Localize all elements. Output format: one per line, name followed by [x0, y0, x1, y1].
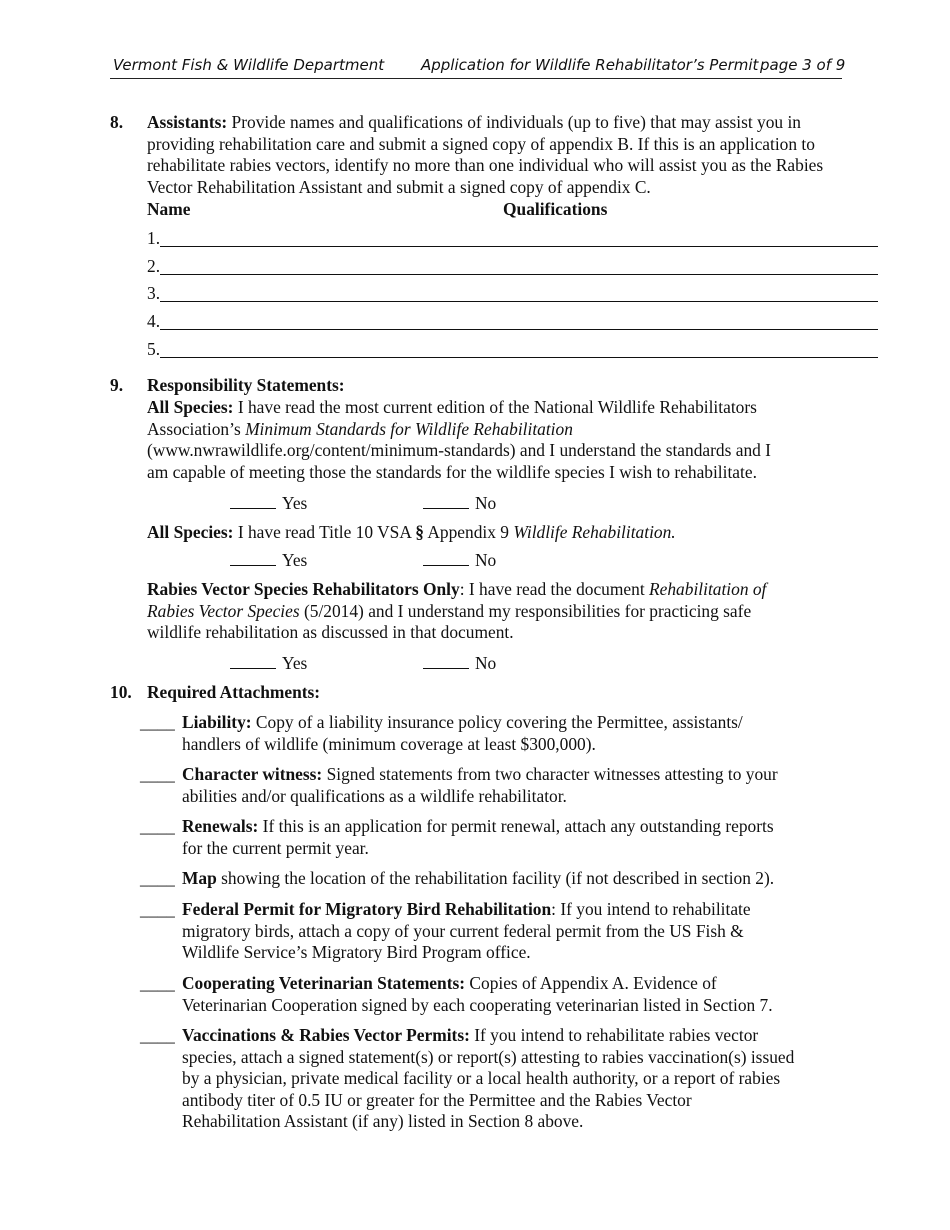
yes-option[interactable]: Yes: [230, 653, 307, 675]
section-10-title: Required Attachments:: [147, 682, 321, 702]
fill-line[interactable]: [160, 357, 878, 358]
column-header-name: Name: [147, 199, 191, 219]
statement-rabies-vector: Rabies Vector Species Rehabilitators Only: I have read the document Rehabilitation of Rabies Vector Species (5/2014) and I understand my responsibilities for practicing safe wildlife rehabilitation as discussed in that document.: [147, 579, 767, 642]
section-9-number: 9.: [110, 375, 124, 395]
section-8-text: [147, 112, 887, 198]
checkbox-blank[interactable]: [230, 654, 276, 669]
checkbox-blank[interactable]: [230, 551, 276, 566]
section-8-line-3: rehabilitate rabies vectors, identify no more than one individual who will assist you as the Rabies: [147, 155, 824, 175]
section-8-number: 8.: [110, 112, 124, 132]
checkbox-blank[interactable]: ____: [140, 816, 175, 836]
yes-option[interactable]: Yes: [230, 493, 307, 515]
page-header: [110, 56, 846, 79]
header-form-title: Application for Wildlife Rehabilitator’s Permit: [421, 56, 759, 74]
section-8-line-2: providing rehabilitation care and submit a signed copy of appendix B. If this is an application to: [147, 133, 815, 154]
checkbox-blank[interactable]: ____: [140, 899, 175, 919]
header-department: Vermont Fish & Wildlife Department: [113, 56, 385, 74]
header-page-number: page 3 of 9: [760, 56, 846, 74]
statement-label: All Species:: [147, 397, 234, 417]
fill-line[interactable]: [160, 329, 878, 330]
checkbox-blank[interactable]: ____: [140, 712, 175, 732]
checkbox-blank[interactable]: ____: [140, 973, 175, 993]
checkbox-blank[interactable]: ____: [140, 764, 175, 784]
section-8-line-4: Vector Rehabilitation Assistant and submit a signed copy of appendix C.: [147, 176, 651, 197]
no-option[interactable]: No: [423, 653, 496, 675]
fill-line[interactable]: [160, 246, 878, 247]
checkbox-blank[interactable]: ____: [140, 1025, 175, 1045]
section-8-label: Assistants:: [147, 112, 228, 132]
section-9-title: Responsibility Statements:: [147, 375, 345, 395]
statement-all-species-title10: All Species: I have read Title 10 VSA § Appendix 9 Wildlife Rehabilitation.: [147, 522, 676, 542]
fill-line[interactable]: [160, 274, 878, 275]
no-option[interactable]: No: [423, 550, 496, 572]
statement-all-species-standards: All Species: I have read the most current edition of the National Wildlife Rehabilitators Association’s Minimum Standards for Wildlife Rehabilitation (www.nwrawildlife.org/content/minimum-standards) and I understand the standards and I am capable of meeting those the standards for the wildlife species I wish to rehabilitate.: [147, 397, 771, 482]
column-header-qualifications: Qualifications: [503, 199, 608, 219]
no-option[interactable]: No: [423, 493, 496, 515]
yes-option[interactable]: Yes: [230, 550, 307, 572]
checkbox-blank[interactable]: [230, 494, 276, 509]
checkbox-blank[interactable]: ____: [140, 868, 175, 888]
checkbox-blank[interactable]: [423, 494, 469, 509]
section-8-line-1: Assistants: Provide names and qualifications of individuals (up to five) that may assist you in: [147, 112, 801, 132]
checkbox-blank[interactable]: [423, 654, 469, 669]
checkbox-blank[interactable]: [423, 551, 469, 566]
fill-line[interactable]: [160, 301, 878, 302]
section-10-number: 10.: [110, 682, 132, 702]
